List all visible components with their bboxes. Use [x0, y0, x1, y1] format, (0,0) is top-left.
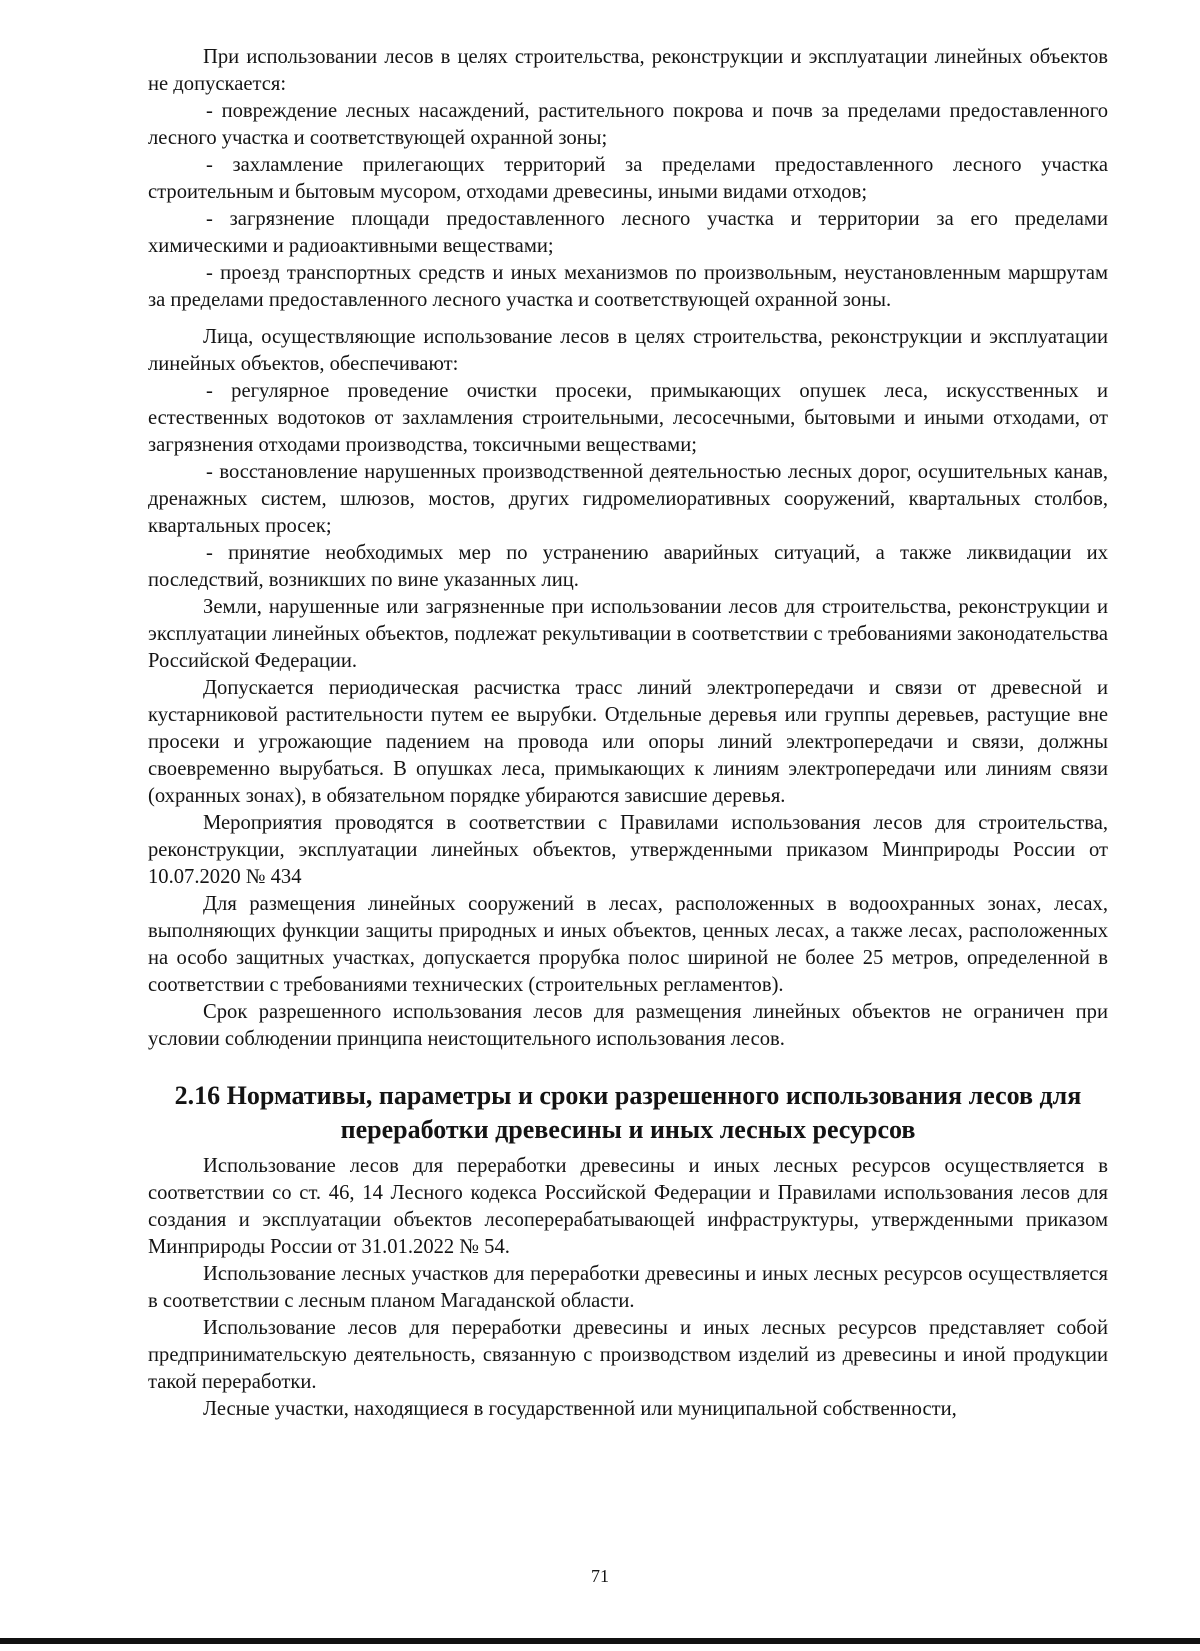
list-item: - принятие необходимых мер по устранению аварийных ситуаций, а также ликвидации их последствий, возникших по вине указанных лиц. — [148, 542, 1108, 591]
bottom-border-line — [0, 1638, 1200, 1644]
paragraph: Срок разрешенного использования лесов для размещения линейных объектов не ограничен при условии соблюдении принципа неистощительного использования лесов. — [148, 1001, 1108, 1050]
paragraph: Лесные участки, находящиеся в государственной или муниципальной собственности, — [203, 1398, 957, 1420]
list-item: - загрязнение площади предоставленного лесного участка и территории за его пределами химическими и радиоактивными веществами; — [148, 208, 1108, 257]
paragraph: Лица, осуществляющие использование лесов в целях строительства, реконструкции и эксплуатации линейных объектов, обеспечивают: — [148, 326, 1108, 375]
paragraph: Для размещения линейных сооружений в лесах, расположенных в водоохранных зонах, лесах, выполняющих функции защиты природных и иных объектов, ценных лесах, а также лесах, расположенных на особо защитных участках, допускается прорубка полос шириной не более 25 метров, определенной в соответствии с требованиями технических (строительных регламентов). — [148, 893, 1108, 996]
list-item: - захламление прилегающих территорий за пределами предоставленного лесного участка строительным и бытовым мусором, отходами древесины, иными видами отходов; — [148, 154, 1108, 203]
section-heading: 2.16 Нормативы, параметры и сроки разрешенного использования лесов для переработки древесины и иных лесных ресурсов — [174, 1081, 1082, 1144]
page-number: 71 — [591, 1566, 609, 1586]
paragraph: Земли, нарушенные или загрязненные при использовании лесов для строительства, реконструкции и эксплуатации линейных объектов, подлежат рекультивации в соответствии с требованиями законодательства Российской Федерации. — [148, 596, 1108, 672]
list-item: - повреждение лесных насаждений, растительного покрова и почв за пределами предоставленного лесного участка и соответствующей охранной зоны; — [148, 100, 1108, 149]
paragraph: Использование лесов для переработки древесины и иных лесных ресурсов осуществляется в соответствии со ст. 46, 14 Лесного кодекса Российской Федерации и Правилами использования лесов для создания и эксплуатации объектов лесоперерабатывающей инфраструктуры, утвержденными приказом Минприроды России от 31.01.2022 № 54. — [148, 1155, 1108, 1258]
paragraph: Мероприятия проводятся в соответствии с Правилами использования лесов для строительства, реконструкции, эксплуатации линейных объектов, утвержденными приказом Минприроды России от 10.07.2020 № 434 — [148, 812, 1108, 888]
paragraph: Использование лесных участков для переработки древесины и иных лесных ресурсов осуществляется в соответствии с лесным планом Магаданской области. — [148, 1263, 1108, 1312]
list-item: - проезд транспортных средств и иных механизмов по произвольным, неустановленным маршрутам за пределами предоставленного лесного участка и соответствующей охранной зоны. — [148, 262, 1108, 311]
paragraph: Допускается периодическая расчистка трасс линий электропередачи и связи от древесной и кустарниковой растительности путем ее вырубки. Отдельные деревья или группы деревьев, растущие вне просеки и угрожающие падением на провода или опоры линий электропередачи и связи, должны своевременно вырубаться. В опушках леса, примыкающих к линиям электропередачи или линиям связи (охранных зонах), в обязательном порядке убираются зависшие деревья. — [148, 677, 1108, 807]
list-item: - восстановление нарушенных производственной деятельностью лесных дорог, осушительных канав, дренажных систем, шлюзов, мостов, других гидромелиоративных сооружений, квартальных столбов, квартальных просек; — [148, 461, 1108, 537]
list-item: - регулярное проведение очистки просеки, примыкающих опушек леса, искусственных и естественных водотоков от захламления строительными, лесосечными, бытовыми и иными отходами, от загрязнения отходами производства, токсичными веществами; — [148, 380, 1108, 456]
page-content — [148, 44, 1108, 1423]
paragraph: При использовании лесов в целях строительства, реконструкции и эксплуатации линейных объектов не допускается: — [148, 46, 1108, 95]
paragraph: Использование лесов для переработки древесины и иных лесных ресурсов представляет собой предпринимательскую деятельность, связанную с производством изделий из древесины и иной продукции такой переработки. — [148, 1317, 1108, 1393]
